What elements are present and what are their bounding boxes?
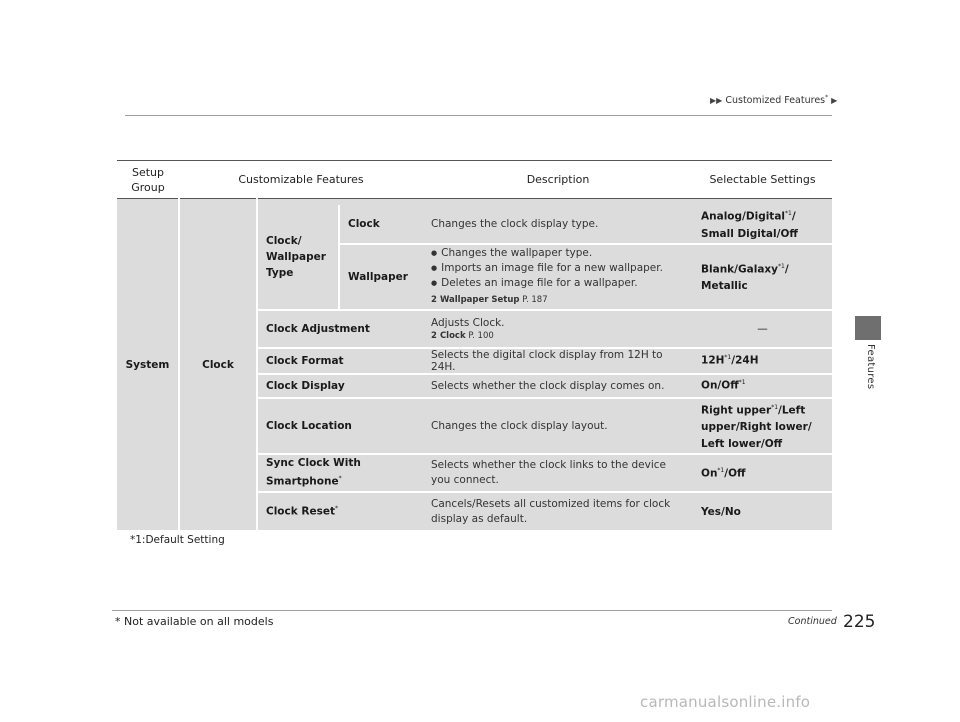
settings-table-wrap [117,160,832,530]
page-number: 225 [843,612,876,632]
settings-clock-reset: Yes/No [693,492,832,530]
chapter-tab-marker [855,316,881,340]
continued-label: Continued [788,616,837,627]
description-wallpaper: ● Changes the wallpaper type. ● Imports an image file for a new wallpaper. ● Deletes an image file for a wallpaper. 2 Wallpaper Setup P. 187 [423,244,693,310]
models-availability-note: * Not available on all models [115,615,274,628]
site-watermark: carmanualsonline.info [640,693,811,711]
settings-wallpaper: Blank/Galaxy$^{*1}$/ Metallic [693,244,832,310]
wallpaper-reference: 2 Wallpaper Setup P. 187 [431,294,548,305]
bottom-rule [112,610,832,611]
feature-clock-format: Clock Format [257,348,423,374]
breadcrumb [710,94,837,106]
feature-clock-location: Clock Location [257,398,423,455]
settings-sync-clock: On$^{*1}$/Off [693,454,832,492]
feature-wallpaper: Wallpaper [339,244,423,310]
settings-clock-adjustment: — [693,310,832,348]
customized-features-table [117,160,832,530]
default-setting-footnote: *1:Default Setting [130,534,225,546]
group-cell: Clock [179,199,257,531]
column-header-setup-group: Setup Group [117,161,179,199]
breadcrumb-text: Customized Features [725,95,826,107]
description-clock: Changes the clock display type. [423,205,693,244]
column-header-customizable-features: Customizable Features [179,161,423,199]
feature-clock: Clock [339,205,423,244]
settings-clock-display: On/Off$^{*1}$ [693,374,832,398]
column-header-selectable-settings: Selectable Settings [693,161,832,199]
table-header-row [117,161,832,199]
sub-group-cell: Clock/ Wallpaper Type [257,205,339,310]
feature-clock-display: Clock Display [257,374,423,398]
settings-clock-format: $12H^{*1}/24H$ [693,348,832,374]
column-header-description: Description [423,161,693,199]
breadcrumb-end-arrow-icon: ▶ [831,96,838,106]
settings-clock-location: Right upper$^{*1}$/Left upper/Right lower/ Left lower/Off [693,398,832,455]
breadcrumb-arrow-icon: ▶▶ [710,96,723,106]
feature-clock-reset: Clock Reset* [257,492,423,530]
feature-sync-clock: Sync Clock With Smartphone* [257,454,423,492]
description-clock-adjustment: Adjusts Clock. 2 Clock P. 100 [423,310,693,348]
description-clock-format: Selects the digital clock display from 12H to 24H. [423,348,693,374]
clock-reference: 2 Clock P. 100 [431,330,494,341]
description-clock-display: Selects whether the clock display comes on. [423,374,693,398]
breadcrumb-mark: * [825,94,829,101]
setup-group-cell: System [117,199,179,531]
description-sync-clock: Selects whether the clock links to the device you connect. [423,454,693,492]
settings-clock: Analog/Digital$^{*1}$/ Small Digital/Off [693,205,832,244]
chapter-side-label: Features [865,344,876,390]
feature-clock-adjustment: Clock Adjustment [257,310,423,348]
description-clock-location: Changes the clock display layout. [423,398,693,455]
description-clock-reset: Cancels/Resets all customized items for clock display as default. [423,492,693,530]
top-rule [125,115,832,116]
